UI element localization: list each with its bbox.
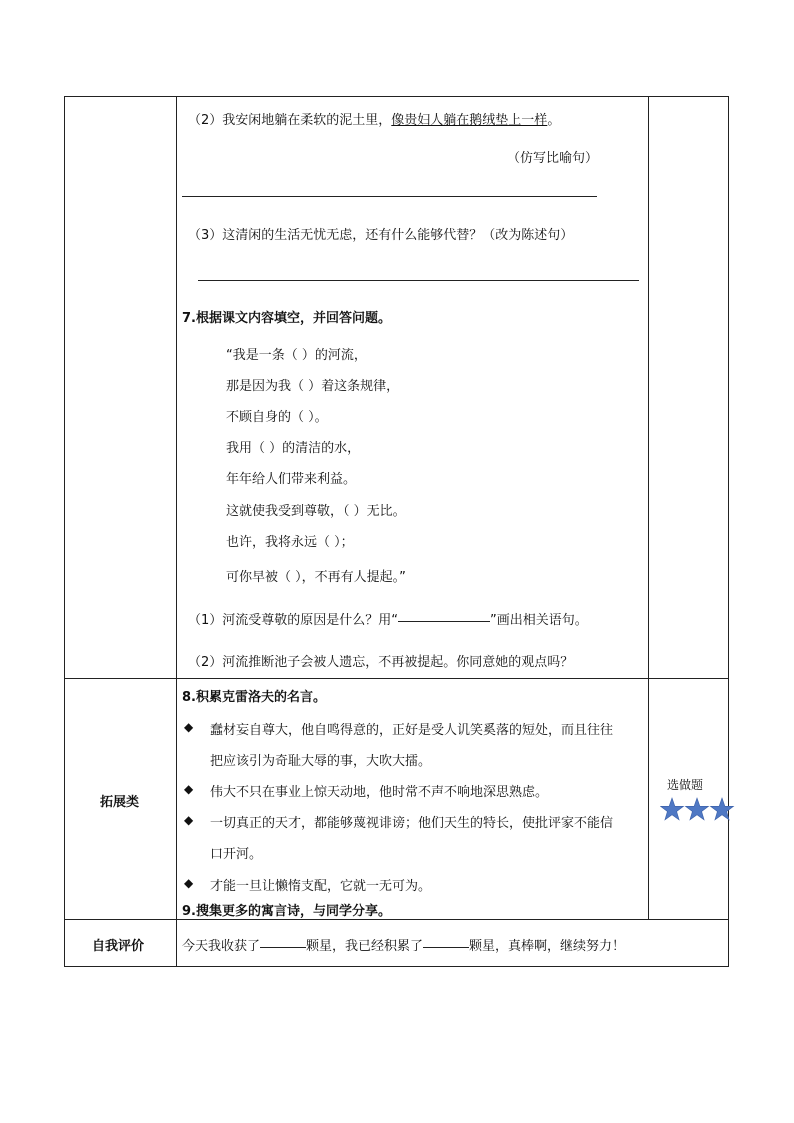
answer-line-3[interactable] xyxy=(198,280,639,281)
col-divider-2 xyxy=(648,96,649,919)
self-eval-sentence xyxy=(182,935,625,954)
bullet-diamond-icon: ◆ xyxy=(184,813,194,827)
col-divider-1 xyxy=(176,96,177,966)
question-3: （3）这清闲的生活无忧无虑，还有什么能够代替？（改为陈述句） xyxy=(188,228,574,243)
row-divider-2 xyxy=(64,919,729,920)
question-8-title: 8.积累克雷洛夫的名言。 xyxy=(182,690,326,705)
star-rating xyxy=(660,797,736,823)
self-eval-part2: 颗星，我已经积累了 xyxy=(306,939,424,954)
table-right-border xyxy=(728,96,729,966)
answer-line-2[interactable] xyxy=(182,196,597,197)
self-eval-part3: 颗星，真棒啊，继续努力！ xyxy=(469,939,626,954)
quote-line: 口开河。 xyxy=(210,847,263,862)
question-2-number: （2） xyxy=(188,113,223,128)
underline-marker-sample xyxy=(398,620,490,622)
quote-line: 一切真正的天才，都能够蔑视诽谤；他们天生的特长，使批评家不能信 xyxy=(210,816,614,831)
poem-line: 我用（ ）的清洁的水， xyxy=(226,441,361,456)
question-7-sub1-end: ”画出相关语句。 xyxy=(490,613,588,628)
star-icon xyxy=(686,798,709,820)
question-9-title: 9.搜集更多的寓言诗，与同学分享。 xyxy=(182,904,391,919)
bullet-diamond-icon: ◆ xyxy=(184,720,194,734)
table-left-border xyxy=(64,96,65,966)
poem-line: “我是一条（ ）的河流， xyxy=(226,348,367,363)
self-eval-part1: 今天我收获了 xyxy=(182,939,261,954)
poem-line: 那是因为我（ ）着这条规律， xyxy=(226,379,400,394)
self-eval-label: 自我评价 xyxy=(92,939,145,954)
stars-total-blank[interactable] xyxy=(423,946,469,948)
quote-line: 把应该引为奇耻大辱的事，大吹大擂。 xyxy=(210,754,432,769)
question-7-sub1 xyxy=(188,609,588,628)
question-2-hint: （仿写比喻句） xyxy=(507,151,599,166)
quote-line: 伟大不只在事业上惊天动地，他时常不声不响地深思熟虑。 xyxy=(210,785,549,800)
stars-earned-blank[interactable] xyxy=(260,946,306,948)
question-7-sub1-text: （1）河流受尊敬的原因是什么？用“ xyxy=(188,613,399,628)
table-bottom-border xyxy=(64,966,729,967)
question-2-underlined: 像贵妇人躺在鹅绒垫上一样 xyxy=(391,113,548,128)
row-divider-1 xyxy=(64,678,729,679)
star-icon xyxy=(661,798,684,820)
bullet-diamond-icon: ◆ xyxy=(184,782,194,796)
question-7-title: 7.根据课文内容填空，并回答问题。 xyxy=(182,311,391,326)
poem-line: 可你早被（ ），不再有人提起。” xyxy=(226,570,406,585)
expand-row-label: 拓展类 xyxy=(100,795,140,810)
star-icon xyxy=(711,798,734,820)
quote-line: 才能一旦让懒惰支配，它就一无可为。 xyxy=(210,879,432,894)
optional-label: 选做题 xyxy=(667,778,704,792)
question-2-end: 。 xyxy=(547,113,561,128)
question-2-text: 我安闲地躺在柔软的泥土里， xyxy=(222,113,392,128)
bullet-diamond-icon: ◆ xyxy=(184,876,194,890)
poem-line: 不顾自身的（ ）。 xyxy=(226,410,328,425)
poem-line: 也许，我将永远（ ）； xyxy=(226,535,354,550)
quote-line: 蠢材妄自尊大，他自鸣得意的，正好是受人讥笑奚落的短处，而且往往 xyxy=(210,723,614,738)
question-7-sub2: （2）河流推断池子会被人遗忘，不再被提起。你同意她的观点吗？ xyxy=(188,655,574,670)
poem-line: 年年给人们带来利益。 xyxy=(226,472,357,487)
poem-line: 这就使我受到尊敬，（ ）无比。 xyxy=(226,504,406,519)
table-top-border xyxy=(64,96,729,97)
question-2 xyxy=(188,109,560,128)
